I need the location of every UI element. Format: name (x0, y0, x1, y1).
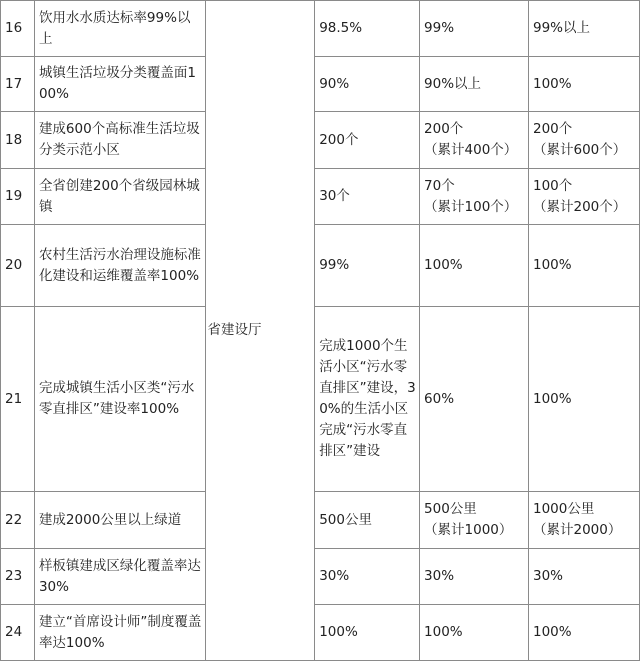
value-year-1 (315, 549, 420, 605)
value-line: 100% (424, 257, 463, 273)
table-row (1, 169, 640, 225)
value-year-3 (529, 549, 640, 605)
target-item: 完成城镇生活小区类“污水零直排区”建设率100% (34, 307, 205, 492)
value-line: 500公里 (319, 511, 372, 528)
value-cumulative: （累计400个） (424, 142, 518, 158)
value-line: 30个 (319, 188, 350, 204)
value-line: 100% (533, 624, 572, 640)
value-line: 100% (319, 624, 358, 640)
target-item: 全省创建200个省级园林城镇 (34, 169, 205, 225)
value-line: 100个 (533, 177, 573, 194)
value-line: 30% (533, 568, 564, 584)
value-year-2 (420, 112, 529, 169)
table-row (1, 549, 640, 605)
value-year-2 (420, 225, 529, 307)
row-number: 23 (1, 549, 35, 605)
target-item: 农村生活污水治理设施标准化建设和运维覆盖率100% (34, 225, 205, 307)
value-year-3 (529, 605, 640, 661)
value-year-3 (529, 112, 640, 169)
value-year-3 (529, 57, 640, 112)
row-number: 18 (1, 112, 35, 169)
value-year-2 (420, 492, 529, 549)
value-line: 200个 (424, 121, 464, 137)
table-row (1, 57, 640, 112)
value-year-1 (315, 605, 420, 661)
value-line: 99% (319, 257, 350, 273)
value-line: 500公里 (424, 501, 477, 517)
value-line: 99% (424, 20, 455, 36)
value-line: 200个 (533, 121, 573, 137)
value-line: 90%以上 (424, 75, 482, 92)
value-year-3 (529, 307, 640, 492)
value-year-2 (420, 169, 529, 225)
value-year-3 (529, 1, 640, 57)
target-item: 建立“首席设计师”制度覆盖率达100% (34, 605, 205, 661)
value-line: 98.5% (319, 20, 363, 36)
target-item: 饮用水水质达标率99%以上 (34, 1, 205, 57)
table-row (1, 307, 640, 492)
row-number: 21 (1, 307, 35, 492)
value-line: 70个 (424, 177, 455, 194)
value-line: 30% (319, 568, 350, 584)
row-number: 19 (1, 169, 35, 225)
value-cumulative: （累计2000） (533, 522, 622, 538)
value-line: 1000公里 (533, 501, 595, 517)
table-row (1, 112, 640, 169)
value-year-1 (315, 492, 420, 549)
value-line: 100% (533, 257, 572, 273)
value-year-1 (315, 169, 420, 225)
row-number: 20 (1, 225, 35, 307)
responsible-department: 省建设厅 (205, 1, 315, 661)
value-year-2 (420, 307, 529, 492)
value-year-2 (420, 57, 529, 112)
value-line: 100% (533, 390, 572, 407)
value-line: 90% (319, 75, 350, 92)
target-item: 样板镇建成区绿化覆盖率达30% (34, 549, 205, 605)
value-year-1 (315, 1, 420, 57)
value-cumulative: （累计100个） (424, 198, 518, 215)
value-year-3 (529, 169, 640, 225)
value-cumulative: （累计600个） (533, 142, 627, 158)
target-item: 建成2000公里以上绿道 (34, 492, 205, 549)
value-line: 99%以上 (533, 20, 591, 36)
value-year-1: 完成1000个生活小区“污水零直排区”建设，30%的生活小区完成“污水零直排区”建设 (315, 307, 420, 492)
value-line: 200个 (319, 131, 359, 148)
target-item: 建成600个高标准生活垃圾分类示范小区 (34, 112, 205, 169)
row-number: 24 (1, 605, 35, 661)
value-year-1 (315, 225, 420, 307)
value-year-2 (420, 1, 529, 57)
value-line: 60% (424, 390, 455, 407)
value-line: 100% (533, 75, 572, 92)
table-row (1, 1, 640, 57)
table-row (1, 605, 640, 661)
row-number: 22 (1, 492, 35, 549)
table-row (1, 492, 640, 549)
table-row (1, 225, 640, 307)
value-line: 100% (424, 624, 463, 640)
row-number: 16 (1, 1, 35, 57)
value-year-3 (529, 225, 640, 307)
value-year-1 (315, 112, 420, 169)
value-cumulative: （累计1000） (424, 522, 513, 538)
value-cumulative: （累计200个） (533, 198, 627, 215)
value-line: 30% (424, 568, 455, 584)
value-year-3 (529, 492, 640, 549)
value-year-2 (420, 549, 529, 605)
value-year-2 (420, 605, 529, 661)
target-item: 城镇生活垃圾分类覆盖面100% (34, 57, 205, 112)
row-number: 17 (1, 57, 35, 112)
value-year-1 (315, 57, 420, 112)
